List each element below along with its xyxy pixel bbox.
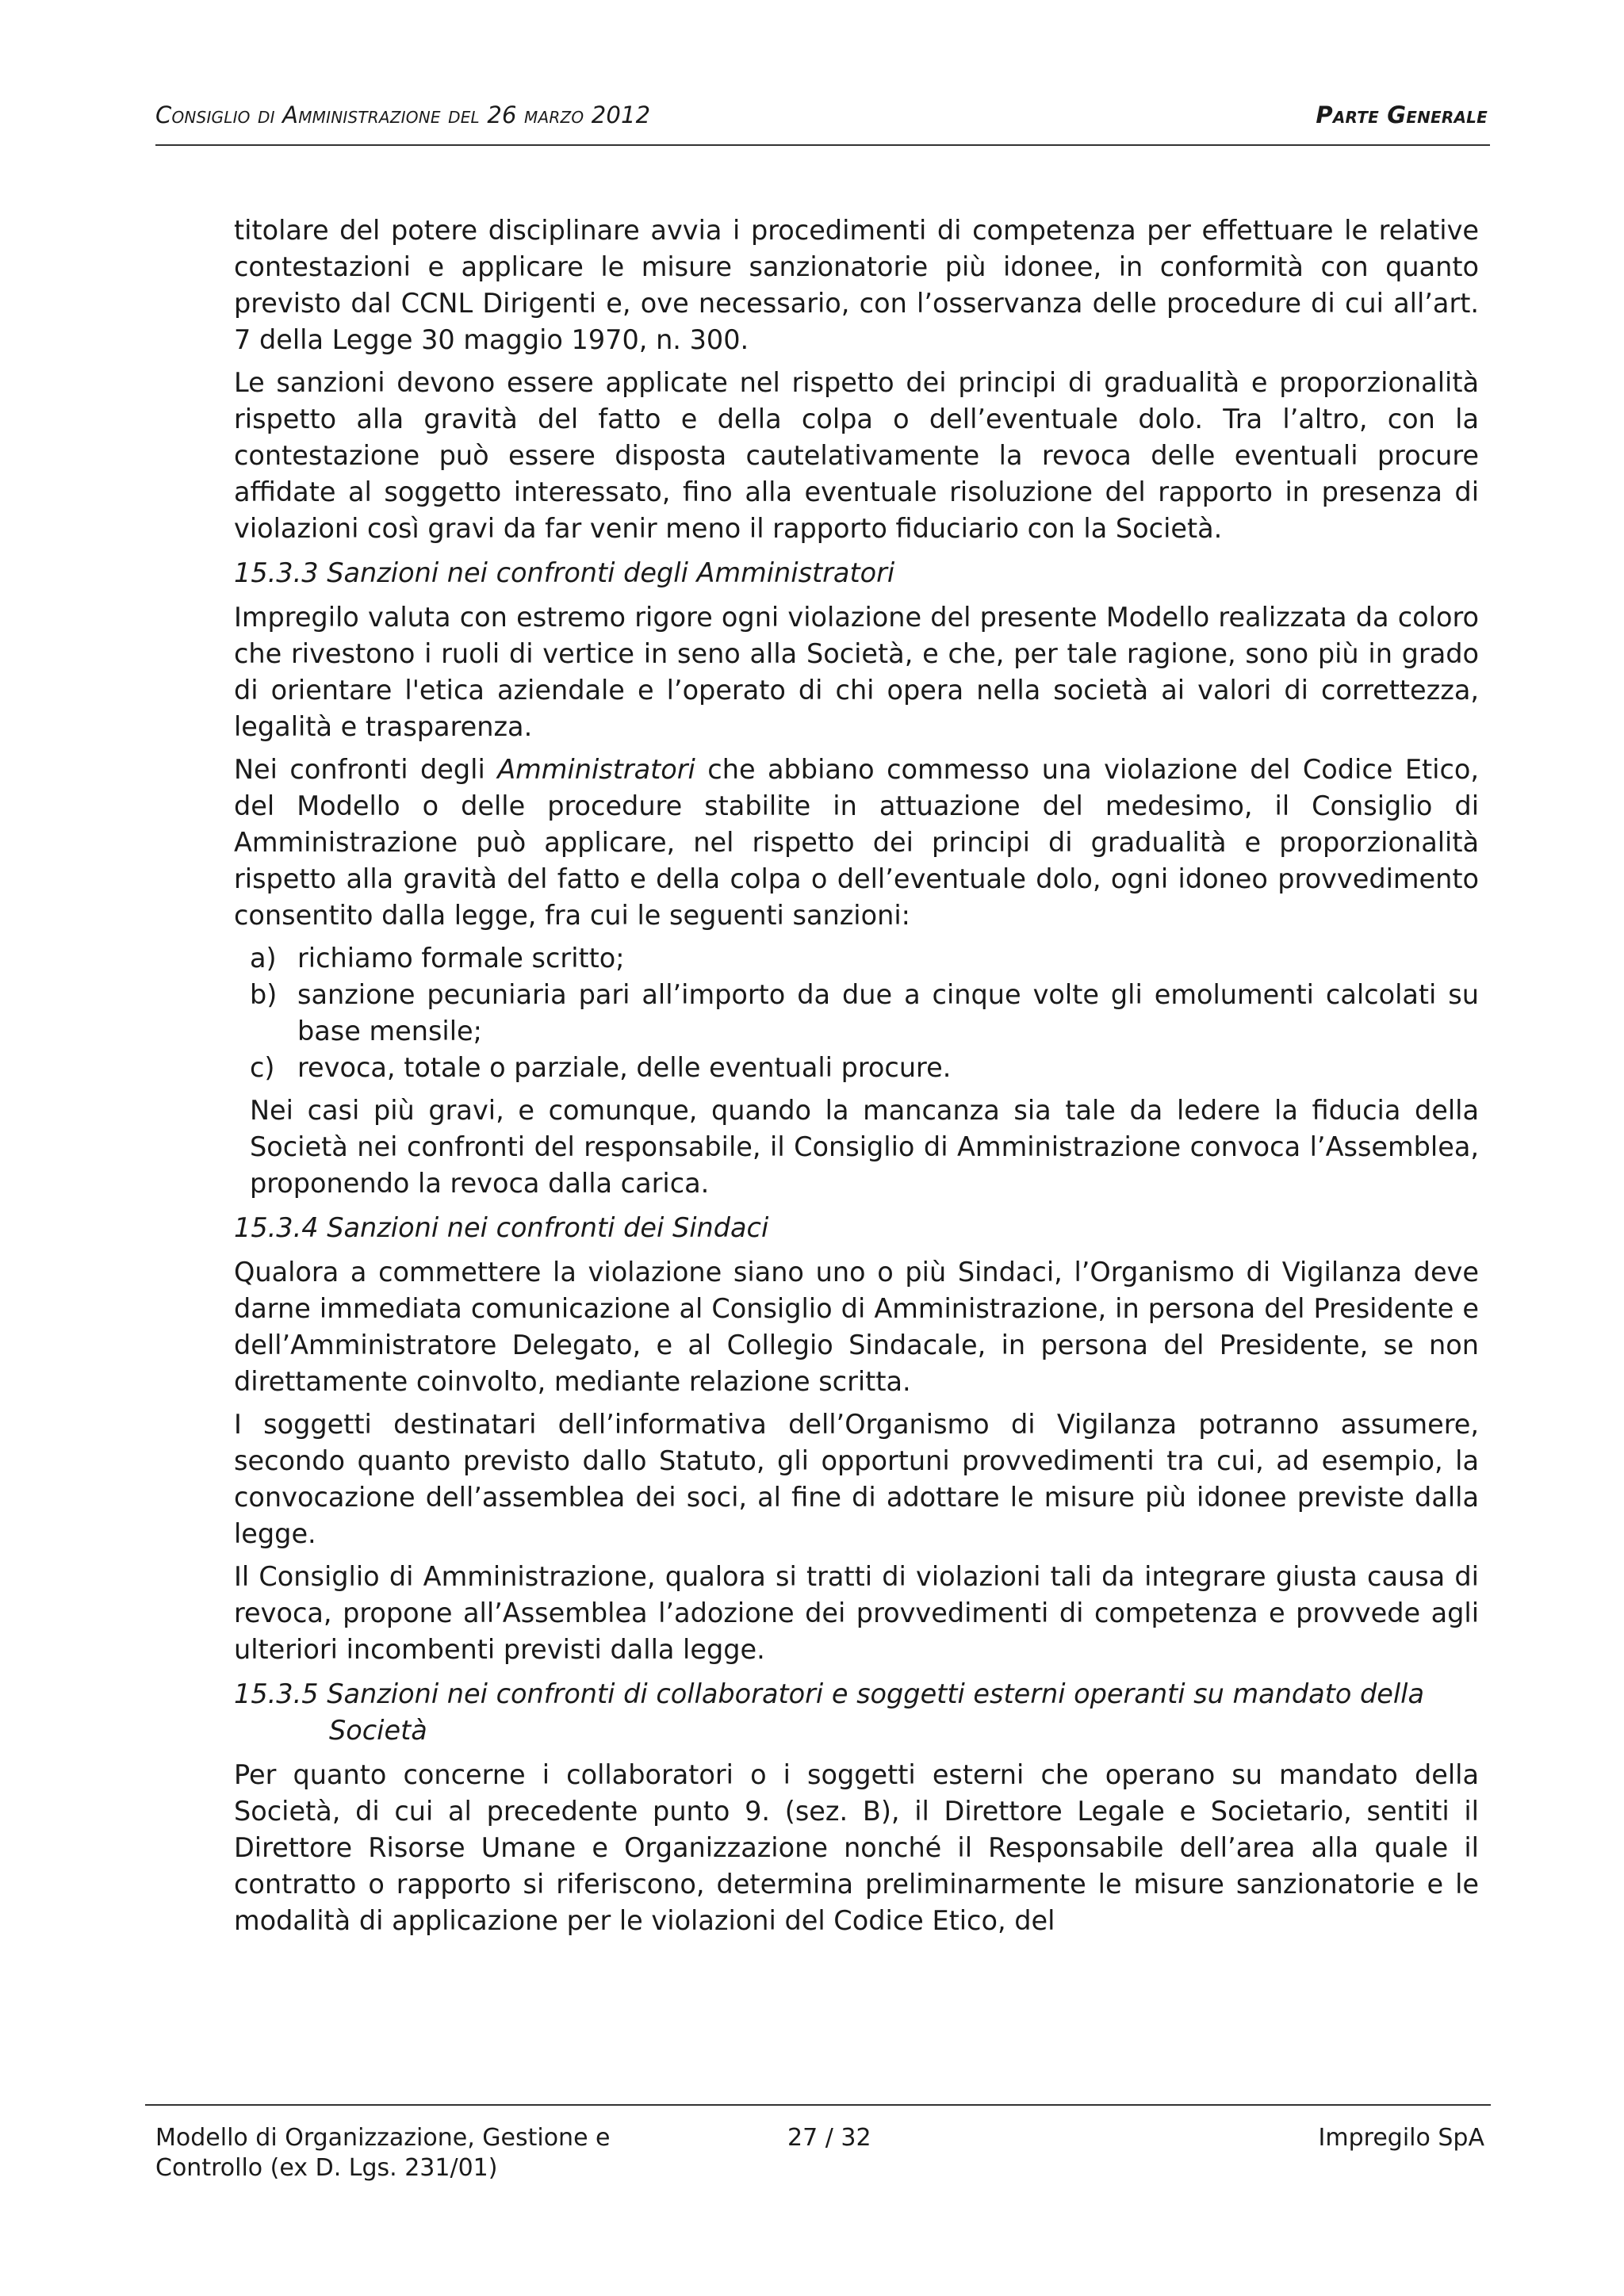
- footer-document-title: [155, 2123, 663, 2183]
- paragraph: Per quanto concerne i collaboratori o i soggetti esterni che operano su mandato della Società, di cui al precedente punto 9. (sez. B), il Direttore Legale e Societario, sentiti il Direttore Risorse Umane e Organizzazione nonché il Responsabile dell’area alla quale il contratto o rapporto si riferiscono, determina preliminarmente le misure sanzionatorie e le modalità di applicazione per le violazioni del Codice Etico, del: [234, 1759, 1479, 1936]
- paragraph: [234, 752, 1479, 934]
- list-item-text: sanzione pecuniaria pari all’importo da due a cinque volte gli emolumenti calcolati su base mensile;: [297, 979, 1479, 1047]
- footer-company: Impregilo SpA: [1318, 2124, 1484, 2152]
- footer-title-line: Controllo (ex D. Lgs. 231/01): [155, 2154, 498, 2182]
- paragraph: Impregilo valuta con estremo rigore ogni violazione del presente Modello realizzata da coloro che rivestono i ruoli di vertice in seno alla Società, e che, per tale ragione, sono più in grado di orientare l'etica aziendale e l’operato di chi opera nella società ai valori di correttezza, legalità e trasparenza.: [234, 602, 1479, 742]
- footer-rule: [145, 2104, 1491, 2106]
- list-marker: b): [250, 979, 278, 1010]
- document-body: [234, 212, 1479, 1946]
- header-title: Consiglio di Amministrazione del 26 marzo 2012: [155, 101, 651, 128]
- emphasized-term: Amministratori: [497, 754, 695, 785]
- paragraph: Il Consiglio di Amministrazione, qualora si tratti di violazioni tali da integrare giusta causa di revoca, propone all’Assemblea l’adozione dei provvedimenti di competenza e provvede agli ulteriori incombenti previsti dalla legge.: [234, 1561, 1479, 1665]
- list-item: [250, 977, 1479, 1050]
- paragraph: Qualora a commettere la violazione siano uno o più Sindaci, l’Organismo di Vigilanza deve darne immediata comunicazione al Consiglio di Amministrazione, in persona del Presidente e dell’Amministratore Delegato, e al Collegio Sindacale, in persona del Presidente, se non direttamente coinvolto, mediante relazione scritta.: [234, 1257, 1479, 1397]
- paragraph: I soggetti destinatari dell’informativa dell’Organismo di Vigilanza potranno assumere, secondo quanto previsto dallo Statuto, gli opportuni provvedimenti tra cui, ad esempio, la convocazione dell’assemblea dei soci, al fine di adottare le misure più idonee previste dalla legge.: [234, 1409, 1479, 1549]
- footer-title-line: Modello di Organizzazione, Gestione e: [155, 2124, 611, 2152]
- paragraph: titolare del potere disciplinare avvia i procedimenti di competenza per effettuare le relative contestazioni e applicare le misure sanzionatorie più idonee, in conformità con quanto previsto dal CCNL Dirigenti e, ove necessario, con l’osservanza delle procedure di cui all’art. 7 della Legge 30 maggio 1970, n. 300.: [234, 215, 1479, 355]
- list-item-text: revoca, totale o parziale, delle eventuali procure.: [297, 1052, 952, 1083]
- section-heading: 15.3.4 Sanzioni nei confronti dei Sindaci: [234, 1212, 769, 1243]
- paragraph: Nei casi più gravi, e comunque, quando la mancanza sia tale da ledere la fiducia della Società nei confronti del responsabile, il Consiglio di Amministrazione convoca l’Assemblea, proponendo la revoca dalla carica.: [250, 1095, 1479, 1199]
- page-header: [155, 101, 1488, 128]
- list-marker: a): [250, 943, 277, 974]
- list-item: [250, 1050, 1479, 1086]
- list-marker: c): [250, 1052, 275, 1083]
- section-heading: 15.3.5 Sanzioni nei confronti di collaboratori e soggetti esterni operanti su mandato della Società: [234, 1678, 1424, 1746]
- list-item-text: richiamo formale scritto;: [297, 943, 625, 974]
- sanctions-list: [250, 940, 1479, 1086]
- page-number: 27 / 32: [787, 2124, 871, 2152]
- paragraph-text: Nei confronti degli: [234, 754, 498, 785]
- list-item: [250, 940, 1479, 977]
- section-heading: 15.3.3 Sanzioni nei confronti degli Amministratori: [234, 557, 895, 588]
- header-rule: [155, 144, 1490, 146]
- paragraph-text: che abbiano commesso una violazione del Codice Etico, del Modello o delle procedure stabilite in attuazione del medesimo, il Consiglio di Amministrazione può applicare, nel rispetto dei principi di gradualità e proporzionalità rispetto alla gravità del fatto e della colpa o dell’eventuale dolo, ogni idoneo provvedimento consentito dalla legge, fra cui le seguenti sanzioni:: [234, 754, 1480, 931]
- paragraph: Le sanzioni devono essere applicate nel rispetto dei principi di gradualità e proporzionalità rispetto alla gravità del fatto e della colpa o dell’eventuale dolo. Tra l’altro, con la contestazione può essere disposta cautelativamente la revoca delle eventuali procure affidate al soggetto interessato, fino alla eventuale risoluzione del rapporto in presenza di violazioni così gravi da far venir meno il rapporto fiduciario con la Società.: [234, 367, 1479, 544]
- header-section: Parte Generale: [1316, 101, 1488, 128]
